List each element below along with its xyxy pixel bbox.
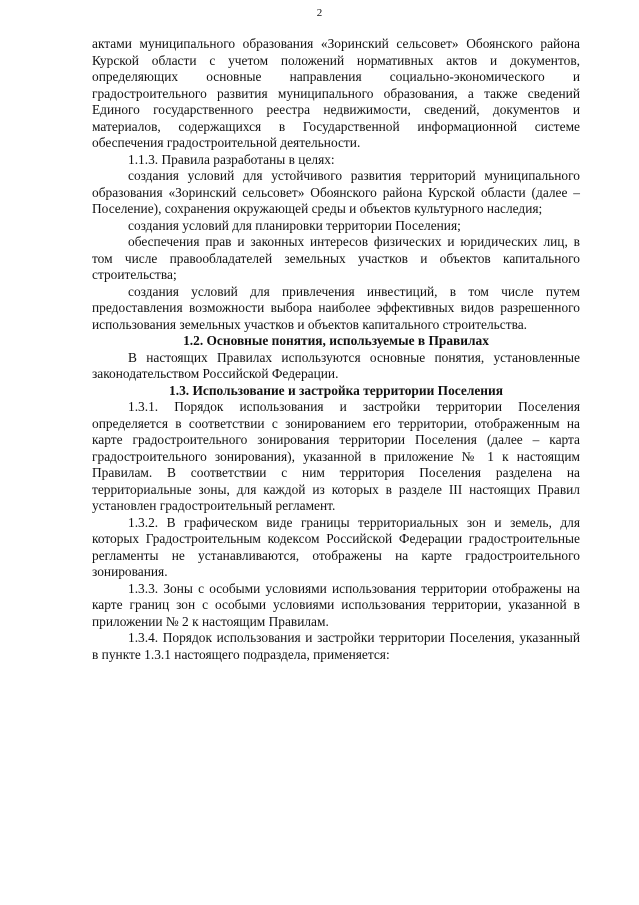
section-heading-1-2: 1.2. Основные понятия, используемые в Правилах (183, 333, 489, 348)
section-heading-1-3: 1.3. Использование и застройка территории Поселения (169, 382, 503, 398)
paragraph-1-3-2: 1.3.2. В графическом виде границы территориальных зон и земель, для которых Градостроительным кодексом Российской Федерации градостроительные регламенты не устанавливаются, отображены на карте градостроительного зонирования. (92, 514, 580, 579)
paragraph-1-3-4: 1.3.4. Порядок использования и застройки территории Поселения, указанный в пункте 1.3.1 настоящего подраздела, применяется: (92, 630, 580, 662)
paragraph-goal-1: создания условий для устойчивого развития территорий муниципального образования «Зоринский сельсовет» Обоянского района Курской области (далее – Поселение), сохранения окружающей среды и объектов культурного наследия; (92, 168, 580, 216)
paragraph-continuation: актами муниципального образования «Зоринский сельсовет» Обоянского района Курской области с учетом положений нормативных актов и документов, определяющих основные направления социально-экономического и градостроительного развития муниципального образования, а также сведений Единого государственного реестра недвижимости, сведений, документов и материалов, содержащихся в Государственной информационной системе обеспечения градостроительной деятельности. (92, 36, 580, 150)
paragraph-1-3-1: 1.3.1. Порядок использования и застройки территории Поселения определяется в соответствии с зонированием его территории, отображенным на карте градостроительного зонирования территории Поселения (далее – карта градостроительного зонирования), указанной в приложение № 1 к настоящим Правилам. В соответствии с ним территория Поселения разделена на территориальные зоны, для каждой из которых в разделе III настоящих Правил установлен градостроительный регламент. (92, 399, 580, 513)
document-body (92, 36, 580, 663)
paragraph-goal-3: обеспечения прав и законных интересов физических и юридических лиц, в том числе правообладателей земельных участков и объектов капитального строительства; (92, 234, 580, 282)
paragraph-goal-4: создания условий для привлечения инвестиций, в том числе путем предоставления возможности выбора наиболее эффективных видов разрешенного использования земельных участков и объектов капитального строительства. (92, 283, 580, 332)
paragraph-1-2-text: В настоящих Правилах используются основные понятия, установленные законодательством Российской Федерации. (92, 349, 580, 381)
paragraph-1-3-3: 1.3.3. Зоны с особыми условиями использования территории отображены на карте границ зон с особыми условиями использования территории, указанной в приложении № 2 к настоящим Правилам. (92, 580, 580, 629)
page-number: 2 (316, 7, 323, 19)
paragraph-goal-2: создания условий для планировки территории Поселения; (128, 217, 461, 233)
paragraph-1-1-3: 1.1.3. Правила разработаны в целях: (128, 151, 335, 167)
